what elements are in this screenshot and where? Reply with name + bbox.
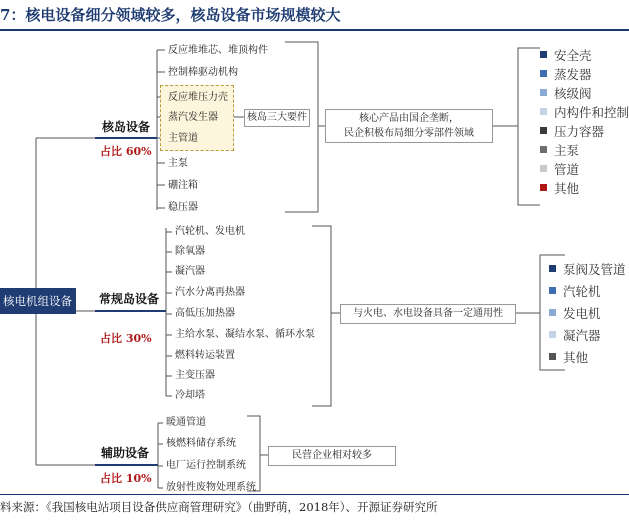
leaf-item: 控制棒驱动机构 xyxy=(168,67,238,78)
legend-entry: 其他 xyxy=(540,181,629,197)
leaf-item: 燃料转运装置 xyxy=(175,350,235,361)
leaf-item: 主管道 xyxy=(168,133,198,144)
leaf-item: 凝汽器 xyxy=(175,266,205,277)
leaf-item: 汽轮机、发电机 xyxy=(175,226,245,237)
leaf-item: 电厂运行控制系统 xyxy=(166,460,246,471)
ratio-core-island: 占比 60% xyxy=(100,145,152,158)
root-node: 核电机组设备 xyxy=(0,288,76,314)
swatch-icon xyxy=(540,108,547,115)
leaf-item: 主变压器 xyxy=(175,370,215,381)
ratio-auxiliary: 占比 10% xyxy=(100,472,152,485)
note-conventional-island: 与火电、水电设备具备一定通用性 xyxy=(340,304,516,324)
leaf-item: 反应堆压力壳 xyxy=(168,92,228,103)
leaf-item: 反应堆堆芯、堆顶构件 xyxy=(168,45,268,56)
swatch-icon xyxy=(549,265,556,272)
swatch-icon xyxy=(540,70,547,77)
legend-entry: 管道 xyxy=(540,162,629,178)
leaf-item: 除氧器 xyxy=(175,246,205,257)
title-rule xyxy=(0,29,629,31)
swatch-icon xyxy=(540,165,547,172)
leaf-item: 放射性废物处理系统 xyxy=(166,482,256,493)
swatch-icon xyxy=(540,146,547,153)
swatch-icon xyxy=(549,287,556,294)
swatch-icon xyxy=(549,353,556,360)
leaf-item: 稳压器 xyxy=(168,202,198,213)
leaf-item: 暖通管道 xyxy=(166,417,206,428)
legend-entry: 安全壳 xyxy=(540,48,629,64)
legend-entry: 内构件和控制 xyxy=(540,105,629,121)
legend-entry: 泵阀及管道 xyxy=(549,262,626,278)
leaf-item: 主给水泵、凝结水泵、循环水泵 xyxy=(175,329,315,340)
source-note: 料来源：《我国核电站项目设备供应商管理研究》（曲野萌，2018年）、开源证券研究所 xyxy=(0,500,438,514)
legend-entry: 蒸发器 xyxy=(540,67,629,83)
legend-core-island xyxy=(540,48,629,197)
leaf-item: 硼注箱 xyxy=(168,180,198,191)
legend-entry: 主泵 xyxy=(540,143,629,159)
category-conventional-island: 常规岛设备 xyxy=(99,292,160,306)
legend-entry: 汽轮机 xyxy=(549,284,626,300)
note-auxiliary: 民营企业相对较多 xyxy=(268,446,396,466)
legend-entry: 发电机 xyxy=(549,306,626,322)
note-core-island xyxy=(325,109,493,143)
leaf-item: 蒸汽发生器 xyxy=(168,112,218,123)
leaf-item: 汽水分离再热器 xyxy=(175,287,245,298)
source-rule xyxy=(0,494,629,495)
swatch-icon xyxy=(549,309,556,316)
legend-entry: 压力容器 xyxy=(540,124,629,140)
swatch-icon xyxy=(540,89,547,96)
swatch-icon xyxy=(540,51,547,58)
category-auxiliary: 辅助设备 xyxy=(101,446,150,460)
swatch-icon xyxy=(540,127,547,134)
leaf-item: 高低压加热器 xyxy=(175,308,235,319)
sub-note-three-key: 核岛三大要件 xyxy=(244,109,310,127)
leaf-item: 核燃料储存系统 xyxy=(166,438,236,449)
category-core-island: 核岛设备 xyxy=(102,120,151,134)
legend-conventional-island xyxy=(549,262,626,366)
note-line: 民企积极布局细分零部件领域 xyxy=(344,128,474,139)
leaf-item: 冷却塔 xyxy=(175,390,205,401)
legend-entry: 核级阀 xyxy=(540,86,629,102)
swatch-icon xyxy=(540,184,547,191)
leaf-item: 主泵 xyxy=(168,158,188,169)
figure-title: 7：核电设备细分领域较多，核岛设备市场规模较大 xyxy=(0,6,341,24)
legend-entry: 凝汽器 xyxy=(549,328,626,344)
note-line: 核心产品由国企垄断， xyxy=(359,113,459,124)
legend-entry: 其他 xyxy=(549,350,626,366)
ratio-conventional-island: 占比 30% xyxy=(100,332,152,345)
swatch-icon xyxy=(549,331,556,338)
